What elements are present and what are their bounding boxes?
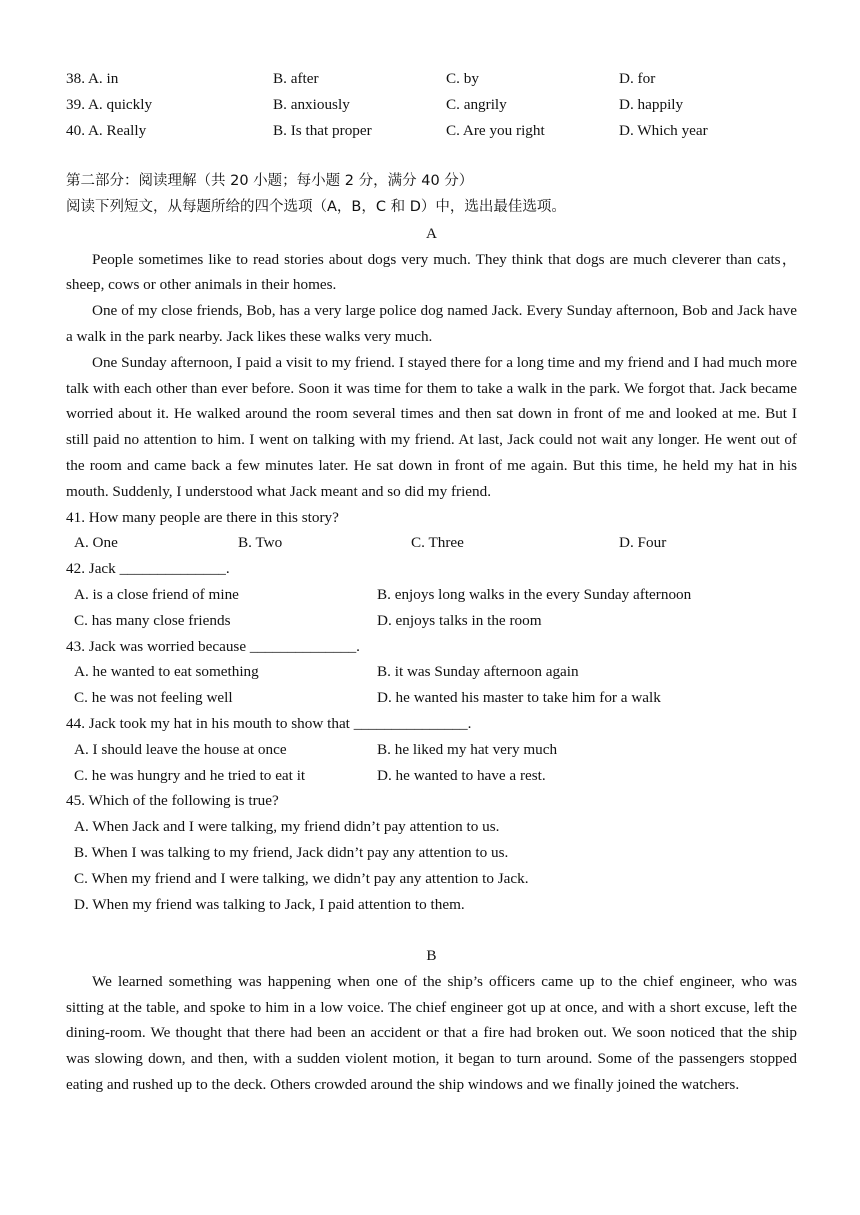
option-a: A. he wanted to eat something	[74, 663, 259, 681]
option-b: B. after	[273, 70, 319, 87]
spacer	[66, 143, 797, 169]
option-c: C. Are you right	[446, 121, 545, 139]
option-d: D. enjoys talks in the room	[377, 611, 542, 629]
question-42-stem: 42. Jack ______________.	[66, 560, 230, 578]
passage-a-label: A	[426, 224, 437, 242]
option-b: B. anxiously	[273, 95, 350, 113]
cloze-question-40	[66, 118, 797, 144]
option-c: C. he was hungry and he tried to eat it	[74, 766, 306, 784]
option-c: C. has many close friends	[74, 611, 231, 629]
option-a: A. is a close friend of mine	[74, 585, 239, 603]
question-43-stem: 43. Jack was worried because ______________.	[66, 637, 360, 655]
option-a: A. One	[74, 534, 118, 552]
option-c: C. by	[446, 70, 479, 87]
section-heading: 第二部分：阅读理解（共 20 小题；每小题 2 分，满分 40 分）	[66, 173, 474, 190]
option-a: A. When Jack and I were talking, my friend didn’t pay attention to us.	[74, 818, 500, 836]
cloze-question-38	[66, 66, 797, 92]
question-41-options	[66, 530, 797, 556]
option-b: B. he liked my hat very much	[377, 740, 558, 758]
spacer	[66, 917, 797, 943]
question-44-stem: 44. Jack took my hat in his mouth to show that _______________.	[66, 714, 472, 732]
option-b: B. it was Sunday afternoon again	[377, 663, 579, 681]
question-43-options-cd	[66, 685, 797, 711]
option-d: D. When my friend was talking to Jack, I paid attention to them.	[74, 895, 465, 913]
question-41-stem: 41. How many people are there in this story?	[66, 508, 339, 526]
passage-a-paragraph-3: One Sunday afternoon, I paid a visit to my friend. I stayed there for a long time and my friend and I had much more talk with each other than ever before. Soon it was time for them to take a walk in the park. We forgot that. Jack became worried about it. He walked around the room several times and then sat down in front of me and looked at me. But I still paid no attention to him. I went on talking with my friend. At last, Jack could not wait any longer. He went out of the room and came back a few minutes later. He sat down in front of me again. But this time, he held my hat in his mouth. Suddenly, I understood what Jack meant and so did my friend.	[66, 353, 797, 500]
option-a: A. I should leave the house at once	[74, 740, 287, 758]
option-b: B. When I was talking to my friend, Jack didn’t pay any attention to us.	[74, 843, 509, 861]
option-b: B. Is that proper	[273, 121, 372, 139]
section-instruction: 阅读下列短文，从每题所给的四个选项（A，B，C 和 D）中，选出最佳选项。	[66, 198, 566, 215]
option-d: D. Four	[619, 534, 667, 552]
option-d: D. happily	[619, 95, 684, 113]
option-d: D. he wanted to have a rest.	[377, 766, 546, 784]
option-d: D. for	[619, 70, 656, 87]
question-43-options-ab	[66, 659, 797, 685]
question-45-stem: 45. Which of the following is true?	[66, 792, 279, 810]
question-44-options-ab	[66, 737, 797, 763]
passage-b-paragraph-1: We learned something was happening when one of the ship’s officers came up to the chief engineer, who was sitting at the table, and spoke to him in a low voice. The chief engineer got up at once, and with a short excuse, left the dining-room. We thought that there had been an accident or that a fire had broken out. We soon noticed that the ship was slowing down, and then, with a sudden violent motion, it began to turn around. Some of the passengers stopped eating and rushed up to the deck. Others crowded around the ship windows and we finally joined the watchers.	[66, 972, 797, 1094]
question-44-options-cd	[66, 763, 797, 789]
question-42-options-cd	[66, 608, 797, 634]
option-a: 40. A. Really	[66, 121, 147, 139]
passage-a-paragraph-2: One of my close friends, Bob, has a very large police dog named Jack. Every Sunday afternoon, Bob and Jack have a walk in the park nearby. Jack likes these walks very much.	[66, 302, 797, 345]
option-b: B. Two	[238, 534, 283, 552]
option-a: 39. A. quickly	[66, 95, 153, 113]
option-b: B. enjoys long walks in the every Sunday afternoon	[377, 585, 692, 603]
option-d: D. he wanted his master to take him for a walk	[377, 689, 661, 707]
question-42-options-ab	[66, 582, 797, 608]
option-d: D. Which year	[619, 121, 708, 139]
option-c: C. Three	[411, 534, 464, 552]
option-c: C. angrily	[446, 95, 507, 113]
cloze-question-39	[66, 92, 797, 118]
passage-a-paragraph-1: People sometimes like to read stories about dogs very much. They think that dogs are much cleverer than cats，sheep, cows or other animals in their homes.	[66, 250, 797, 294]
option-a: 38. A. in	[66, 70, 119, 87]
option-c: C. he was not feeling well	[74, 689, 233, 707]
passage-b-label: B	[426, 947, 437, 965]
exam-page	[66, 66, 797, 1098]
option-c: C. When my friend and I were talking, we didn’t pay any attention to Jack.	[74, 869, 529, 887]
